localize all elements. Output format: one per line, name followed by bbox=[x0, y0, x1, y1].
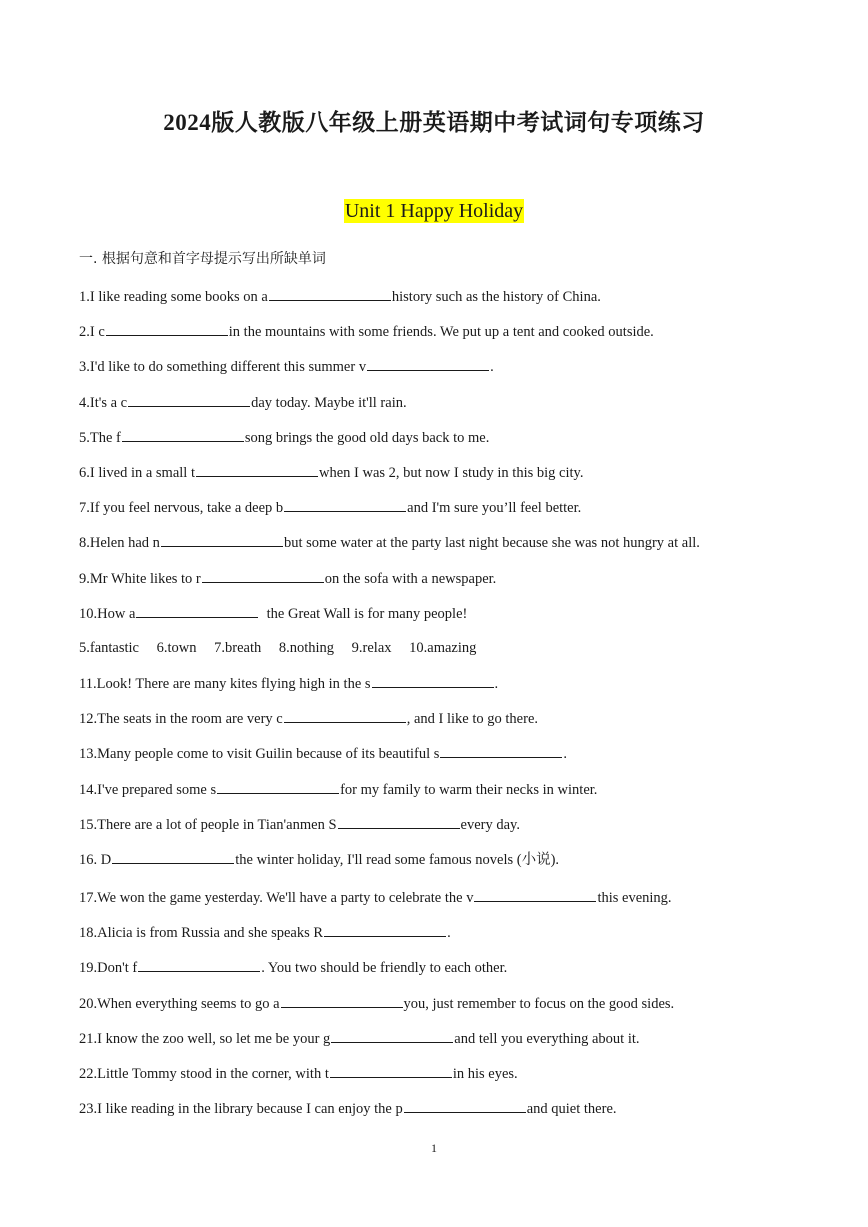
question-item: 8.Helen had n but some water at the party last night because she was not hungry at all. bbox=[79, 531, 839, 566]
answer-blank[interactable] bbox=[161, 531, 283, 547]
answer-blank[interactable] bbox=[330, 1062, 452, 1078]
question-item: 15.There are a lot of people in Tian'anmen S every day. bbox=[79, 813, 839, 848]
question-item: 7.If you feel nervous, take a deep b and I'm sure you’ll feel better. bbox=[79, 496, 839, 531]
answer-blank[interactable] bbox=[367, 355, 489, 371]
answer-key-item: 9.relax bbox=[351, 639, 392, 656]
unit-title bbox=[0, 200, 868, 223]
question-item: 21.I know the zoo well, so let me be your g and tell you everything about it. bbox=[79, 1027, 839, 1062]
answer-key-item: 8.nothing bbox=[278, 639, 335, 656]
answer-blank[interactable] bbox=[331, 1027, 453, 1043]
answer-key bbox=[79, 637, 839, 672]
question-item: 10.How a the Great Wall is for many people! bbox=[79, 602, 839, 637]
question-item: 17.We won the game yesterday. We'll have a party to celebrate the v this evening. bbox=[79, 886, 839, 921]
answer-blank[interactable] bbox=[338, 813, 460, 829]
question-item: 2.I c in the mountains with some friends. We put up a tent and cooked outside. bbox=[79, 320, 839, 355]
answer-blank[interactable] bbox=[281, 992, 403, 1008]
question-item: 19.Don't f . You two should be friendly to each other. bbox=[79, 956, 839, 991]
question-list bbox=[79, 285, 839, 1132]
answer-blank[interactable] bbox=[284, 496, 406, 512]
question-item: 9.Mr White likes to r on the sofa with a newspaper. bbox=[79, 567, 839, 602]
answer-key-item: 6.town bbox=[156, 639, 197, 656]
question-item: 11.Look! There are many kites flying high in the s . bbox=[79, 672, 839, 707]
section-heading: 一. 根据句意和首字母提示写出所缺单词 bbox=[79, 251, 326, 267]
answer-blank[interactable] bbox=[474, 886, 596, 902]
question-item: 23.I like reading in the library because I can enjoy the p and quiet there. bbox=[79, 1097, 839, 1132]
answer-key-item: 10.amazing bbox=[409, 639, 477, 656]
answer-blank[interactable] bbox=[217, 778, 339, 794]
question-item: 16. D the winter holiday, I'll read some famous novels (小说). bbox=[79, 848, 839, 886]
answer-blank[interactable] bbox=[138, 956, 260, 972]
question-item: 3.I'd like to do something different this summer v . bbox=[79, 355, 839, 390]
question-item: 4.It's a c day today. Maybe it'll rain. bbox=[79, 391, 839, 426]
question-item: 14.I've prepared some s for my family to warm their necks in winter. bbox=[79, 778, 839, 813]
answer-blank[interactable] bbox=[112, 848, 234, 864]
question-item: 6.I lived in a small t when I was 2, but now I study in this big city. bbox=[79, 461, 839, 496]
answer-key-item: 5.fantastic bbox=[79, 639, 139, 656]
question-item: 13.Many people come to visit Guilin because of its beautiful s . bbox=[79, 742, 839, 777]
question-item: 5.The f song brings the good old days back to me. bbox=[79, 426, 839, 461]
question-item: 1.I like reading some books on a history such as the history of China. bbox=[79, 285, 839, 320]
question-item: 22.Little Tommy stood in the corner, with t in his eyes. bbox=[79, 1062, 839, 1097]
answer-blank[interactable] bbox=[196, 461, 318, 477]
answer-blank[interactable] bbox=[372, 672, 494, 688]
answer-blank[interactable] bbox=[202, 567, 324, 583]
answer-blank[interactable] bbox=[440, 742, 562, 758]
question-item: 18.Alicia is from Russia and she speaks R . bbox=[79, 921, 839, 956]
question-item: 20.When everything seems to go a you, just remember to focus on the good sides. bbox=[79, 992, 839, 1027]
answer-blank[interactable] bbox=[324, 921, 446, 937]
question-item: 12.The seats in the room are very c , and I like to go there. bbox=[79, 707, 839, 742]
answer-key-item: 7.breath bbox=[214, 639, 262, 656]
page-title: 2024版人教版八年级上册英语期中考试词句专项练习 bbox=[163, 110, 705, 135]
answer-blank[interactable] bbox=[136, 602, 258, 618]
page-number: 1 bbox=[431, 1141, 437, 1155]
answer-blank[interactable] bbox=[122, 426, 244, 442]
answer-blank[interactable] bbox=[128, 391, 250, 407]
answer-blank[interactable] bbox=[404, 1097, 526, 1113]
unit-title-highlight: Unit 1 Happy Holiday bbox=[344, 200, 524, 222]
answer-blank[interactable] bbox=[106, 320, 228, 336]
answer-blank[interactable] bbox=[284, 707, 406, 723]
answer-blank[interactable] bbox=[269, 285, 391, 301]
